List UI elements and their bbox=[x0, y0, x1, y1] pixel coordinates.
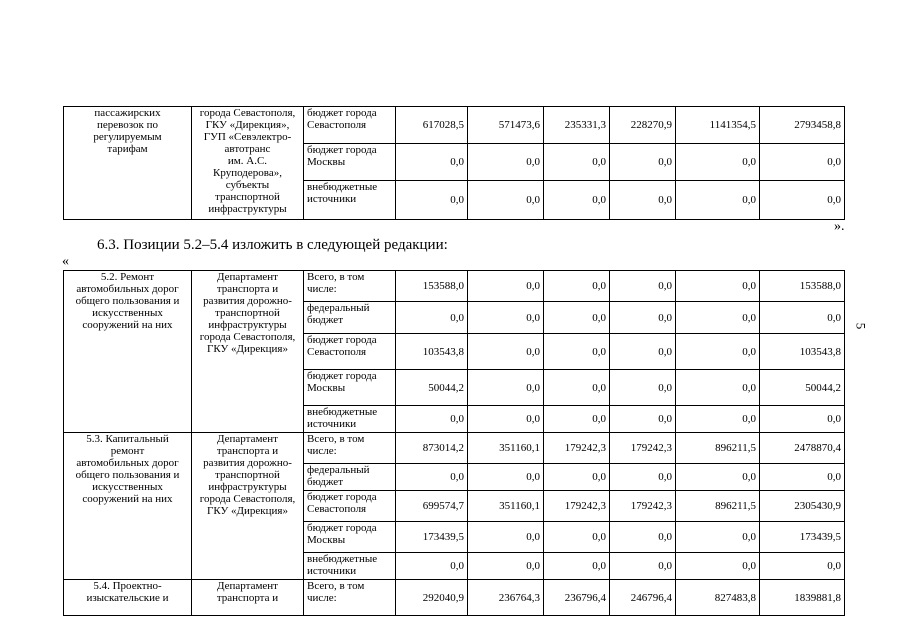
amount-cell: 0,0 bbox=[396, 464, 468, 491]
amount-cell: 0,0 bbox=[676, 370, 760, 406]
position-name-cell bbox=[64, 107, 192, 220]
amount-cell: 0,0 bbox=[610, 370, 676, 406]
funding-source-line: бюджет города bbox=[307, 334, 377, 346]
funding-source-line: Севастополя bbox=[307, 119, 367, 131]
amount-cell: 103543,8 bbox=[396, 334, 468, 370]
funding-source-cell bbox=[304, 144, 396, 181]
amount-cell: 0,0 bbox=[610, 522, 676, 553]
position-name-line: сооружений на них bbox=[82, 319, 173, 331]
table-row bbox=[64, 107, 845, 144]
funding-source-cell bbox=[304, 302, 396, 334]
amount-cell: 0,0 bbox=[676, 181, 760, 220]
amount-cell: 0,0 bbox=[468, 334, 544, 370]
amount-cell: 0,0 bbox=[544, 406, 610, 433]
opening-quote: « bbox=[62, 254, 69, 269]
amount-cell: 179242,3 bbox=[610, 433, 676, 464]
amount-cell: 0,0 bbox=[544, 271, 610, 302]
amount-cell: 0,0 bbox=[544, 370, 610, 406]
funding-source-line: федеральный bbox=[307, 464, 370, 476]
executor-line: Департамент bbox=[216, 433, 278, 445]
executor-line: Департамент bbox=[216, 271, 278, 283]
amount-cell: 173439,5 bbox=[396, 522, 468, 553]
position-name-line: 5.2. Ремонт bbox=[100, 271, 155, 283]
amount-cell: 0,0 bbox=[468, 553, 544, 580]
funding-source-cell bbox=[304, 271, 396, 302]
position-name-cell bbox=[64, 271, 192, 433]
executor-line: субъекты bbox=[225, 179, 270, 191]
amount-cell: 2793458,8 bbox=[760, 107, 845, 144]
amount-cell: 896211,5 bbox=[676, 433, 760, 464]
funding-source-cell bbox=[304, 406, 396, 433]
position-name-line: автомобильных дорог bbox=[76, 457, 179, 469]
amount-cell: 235331,3 bbox=[544, 107, 610, 144]
funding-source-line: бюджет bbox=[307, 314, 343, 326]
section-heading: 6.3. Позиции 5.2–5.4 изложить в следующей редакции: bbox=[97, 237, 448, 253]
amount-cell: 246796,4 bbox=[610, 580, 676, 616]
amount-cell: 0,0 bbox=[396, 181, 468, 220]
amount-cell: 827483,8 bbox=[676, 580, 760, 616]
amount-cell: 0,0 bbox=[468, 144, 544, 181]
funding-source-line: бюджет bbox=[307, 476, 343, 488]
funding-source-line: Москвы bbox=[307, 382, 346, 394]
position-name-line: общего пользования и bbox=[75, 469, 180, 481]
amount-cell: 0,0 bbox=[676, 302, 760, 334]
amount-cell: 0,0 bbox=[760, 553, 845, 580]
executor-line: города Севастополя, bbox=[199, 107, 296, 119]
amount-cell: 0,0 bbox=[468, 302, 544, 334]
position-name-line: регулируемым bbox=[93, 131, 162, 143]
executor-line: инфраструктуры bbox=[208, 203, 287, 215]
funding-source-line: числе: bbox=[307, 592, 337, 604]
amount-cell: 0,0 bbox=[544, 553, 610, 580]
amount-cell: 179242,3 bbox=[544, 491, 610, 522]
funding-source-cell bbox=[304, 580, 396, 616]
amount-cell: 0,0 bbox=[676, 406, 760, 433]
position-name-line: искусственных bbox=[92, 481, 163, 493]
funding-source-line: Севастополя bbox=[307, 346, 367, 358]
position-name-line: общего пользования и bbox=[75, 295, 180, 307]
amount-cell: 0,0 bbox=[544, 522, 610, 553]
executor-line: инфраструктуры bbox=[208, 481, 287, 493]
amount-cell: 571473,6 bbox=[468, 107, 544, 144]
page-number: 5 bbox=[853, 322, 869, 330]
amount-cell: 0,0 bbox=[760, 464, 845, 491]
amount-cell: 351160,1 bbox=[468, 491, 544, 522]
amount-cell: 0,0 bbox=[396, 406, 468, 433]
executor-line: ГКУ «Дирекция», bbox=[205, 119, 290, 131]
executor-cell bbox=[192, 271, 304, 433]
table-row bbox=[64, 271, 845, 302]
position-name-line: искусственных bbox=[92, 307, 163, 319]
funding-source-cell bbox=[304, 181, 396, 220]
executor-line: развития дорожно- bbox=[203, 295, 292, 307]
funding-source-line: Всего, в том bbox=[307, 433, 365, 445]
closing-quote: ». bbox=[834, 219, 845, 234]
funding-source-line: внебюджетные bbox=[307, 406, 378, 418]
amount-cell: 0,0 bbox=[676, 334, 760, 370]
position-name-line: 5.4. Проектно- bbox=[93, 580, 162, 592]
funding-source-line: источники bbox=[307, 565, 357, 577]
amount-cell: 0,0 bbox=[760, 406, 845, 433]
amount-cell: 0,0 bbox=[468, 271, 544, 302]
amount-cell: 0,0 bbox=[610, 553, 676, 580]
amount-cell: 0,0 bbox=[760, 181, 845, 220]
top-table bbox=[63, 106, 845, 220]
executor-line: ГКУ «Дирекция» bbox=[207, 343, 288, 355]
amount-cell: 0,0 bbox=[396, 553, 468, 580]
amount-cell: 0,0 bbox=[610, 181, 676, 220]
amount-cell: 699574,7 bbox=[396, 491, 468, 522]
funding-source-line: бюджет города bbox=[307, 370, 377, 382]
amount-cell: 0,0 bbox=[676, 464, 760, 491]
funding-source-line: Севастополя bbox=[307, 503, 367, 515]
amount-cell: 179242,3 bbox=[544, 433, 610, 464]
funding-source-line: числе: bbox=[307, 445, 337, 457]
amount-cell: 0,0 bbox=[676, 553, 760, 580]
amount-cell: 292040,9 bbox=[396, 580, 468, 616]
executor-line: ГКУ «Дирекция» bbox=[207, 505, 288, 517]
amount-cell: 0,0 bbox=[396, 302, 468, 334]
amount-cell: 896211,5 bbox=[676, 491, 760, 522]
table-row bbox=[64, 580, 845, 616]
amount-cell: 0,0 bbox=[610, 406, 676, 433]
amount-cell: 153588,0 bbox=[760, 271, 845, 302]
executor-line: транспорта и bbox=[216, 445, 279, 457]
amount-cell: 0,0 bbox=[610, 144, 676, 181]
funding-source-cell bbox=[304, 334, 396, 370]
funding-source-line: внебюджетные bbox=[307, 181, 378, 193]
executor-line: транспорта и bbox=[216, 592, 279, 604]
position-name-line: перевозок по bbox=[96, 119, 159, 131]
amount-cell: 0,0 bbox=[468, 181, 544, 220]
funding-source-line: бюджет города bbox=[307, 522, 377, 534]
amount-cell: 179242,3 bbox=[610, 491, 676, 522]
funding-source-cell bbox=[304, 107, 396, 144]
funding-source-line: источники bbox=[307, 193, 357, 205]
funding-source-line: внебюджетные bbox=[307, 553, 378, 565]
position-name-line: тарифам bbox=[107, 143, 148, 155]
position-name-line: ремонт bbox=[110, 445, 145, 457]
amount-cell: 0,0 bbox=[676, 144, 760, 181]
amount-cell: 236764,3 bbox=[468, 580, 544, 616]
amount-cell: 0,0 bbox=[610, 334, 676, 370]
executor-line: транспорта и bbox=[216, 283, 279, 295]
amount-cell: 1141354,5 bbox=[676, 107, 760, 144]
amount-cell: 173439,5 bbox=[760, 522, 845, 553]
amount-cell: 0,0 bbox=[396, 144, 468, 181]
funding-source-line: Москвы bbox=[307, 534, 346, 546]
funding-source-line: Всего, в том bbox=[307, 271, 365, 283]
amount-cell: 50044,2 bbox=[760, 370, 845, 406]
position-name-cell bbox=[64, 433, 192, 580]
amount-cell: 236796,4 bbox=[544, 580, 610, 616]
amount-cell: 0,0 bbox=[544, 181, 610, 220]
funding-source-line: Всего, в том bbox=[307, 580, 365, 592]
amount-cell: 0,0 bbox=[760, 144, 845, 181]
executor-line: транспортной bbox=[215, 307, 280, 319]
funding-source-line: числе: bbox=[307, 283, 337, 295]
executor-line: им. А.С. Круподерова», bbox=[213, 155, 282, 179]
funding-source-line: бюджет города bbox=[307, 491, 377, 503]
executor-line: развития дорожно- bbox=[203, 457, 292, 469]
amount-cell: 153588,0 bbox=[396, 271, 468, 302]
amount-cell: 0,0 bbox=[544, 464, 610, 491]
executor-cell bbox=[192, 107, 304, 220]
funding-source-cell bbox=[304, 464, 396, 491]
funding-source-cell bbox=[304, 522, 396, 553]
funding-source-cell bbox=[304, 370, 396, 406]
position-name-line: изыскательские и bbox=[86, 592, 169, 604]
amount-cell: 2305430,9 bbox=[760, 491, 845, 522]
amount-cell: 0,0 bbox=[676, 522, 760, 553]
funding-source-line: источники bbox=[307, 418, 357, 430]
amount-cell: 0,0 bbox=[544, 334, 610, 370]
amount-cell: 0,0 bbox=[676, 271, 760, 302]
executor-line: города Севастополя, bbox=[199, 331, 296, 343]
amount-cell: 0,0 bbox=[468, 522, 544, 553]
position-name-cell bbox=[64, 580, 192, 616]
amount-cell: 0,0 bbox=[468, 464, 544, 491]
executor-cell bbox=[192, 433, 304, 580]
amount-cell: 103543,8 bbox=[760, 334, 845, 370]
funding-source-cell bbox=[304, 553, 396, 580]
amount-cell: 2478870,4 bbox=[760, 433, 845, 464]
funding-source-cell bbox=[304, 491, 396, 522]
amount-cell: 0,0 bbox=[610, 302, 676, 334]
executor-line: города Севастополя, bbox=[199, 493, 296, 505]
funding-source-cell bbox=[304, 433, 396, 464]
amount-cell: 0,0 bbox=[610, 271, 676, 302]
funding-source-line: Москвы bbox=[307, 156, 346, 168]
amount-cell: 50044,2 bbox=[396, 370, 468, 406]
position-name-line: автомобильных дорог bbox=[76, 283, 179, 295]
amount-cell: 228270,9 bbox=[610, 107, 676, 144]
table-row bbox=[64, 433, 845, 464]
amount-cell: 0,0 bbox=[544, 302, 610, 334]
amount-cell: 1839881,8 bbox=[760, 580, 845, 616]
position-name-line: 5.3. Капитальный bbox=[86, 433, 169, 445]
funding-source-line: федеральный bbox=[307, 302, 370, 314]
funding-source-line: бюджет города bbox=[307, 144, 377, 156]
position-name-line: сооружений на них bbox=[82, 493, 173, 505]
amount-cell: 0,0 bbox=[610, 464, 676, 491]
position-name-line: пассажирских bbox=[94, 107, 161, 119]
executor-line: ГУП «Севэлектро- bbox=[203, 131, 292, 143]
executor-line: транспортной bbox=[215, 469, 280, 481]
amount-cell: 873014,2 bbox=[396, 433, 468, 464]
amount-cell: 0,0 bbox=[468, 370, 544, 406]
amount-cell: 0,0 bbox=[760, 302, 845, 334]
executor-line: транспортной bbox=[215, 191, 280, 203]
executor-cell bbox=[192, 580, 304, 616]
amount-cell: 0,0 bbox=[544, 144, 610, 181]
amount-cell: 617028,5 bbox=[396, 107, 468, 144]
amount-cell: 351160,1 bbox=[468, 433, 544, 464]
executor-line: инфраструктуры bbox=[208, 319, 287, 331]
executor-line: автотранс bbox=[224, 143, 271, 155]
positions-table bbox=[63, 270, 845, 616]
amount-cell: 0,0 bbox=[468, 406, 544, 433]
executor-line: Департамент bbox=[216, 580, 278, 592]
funding-source-line: бюджет города bbox=[307, 107, 377, 119]
